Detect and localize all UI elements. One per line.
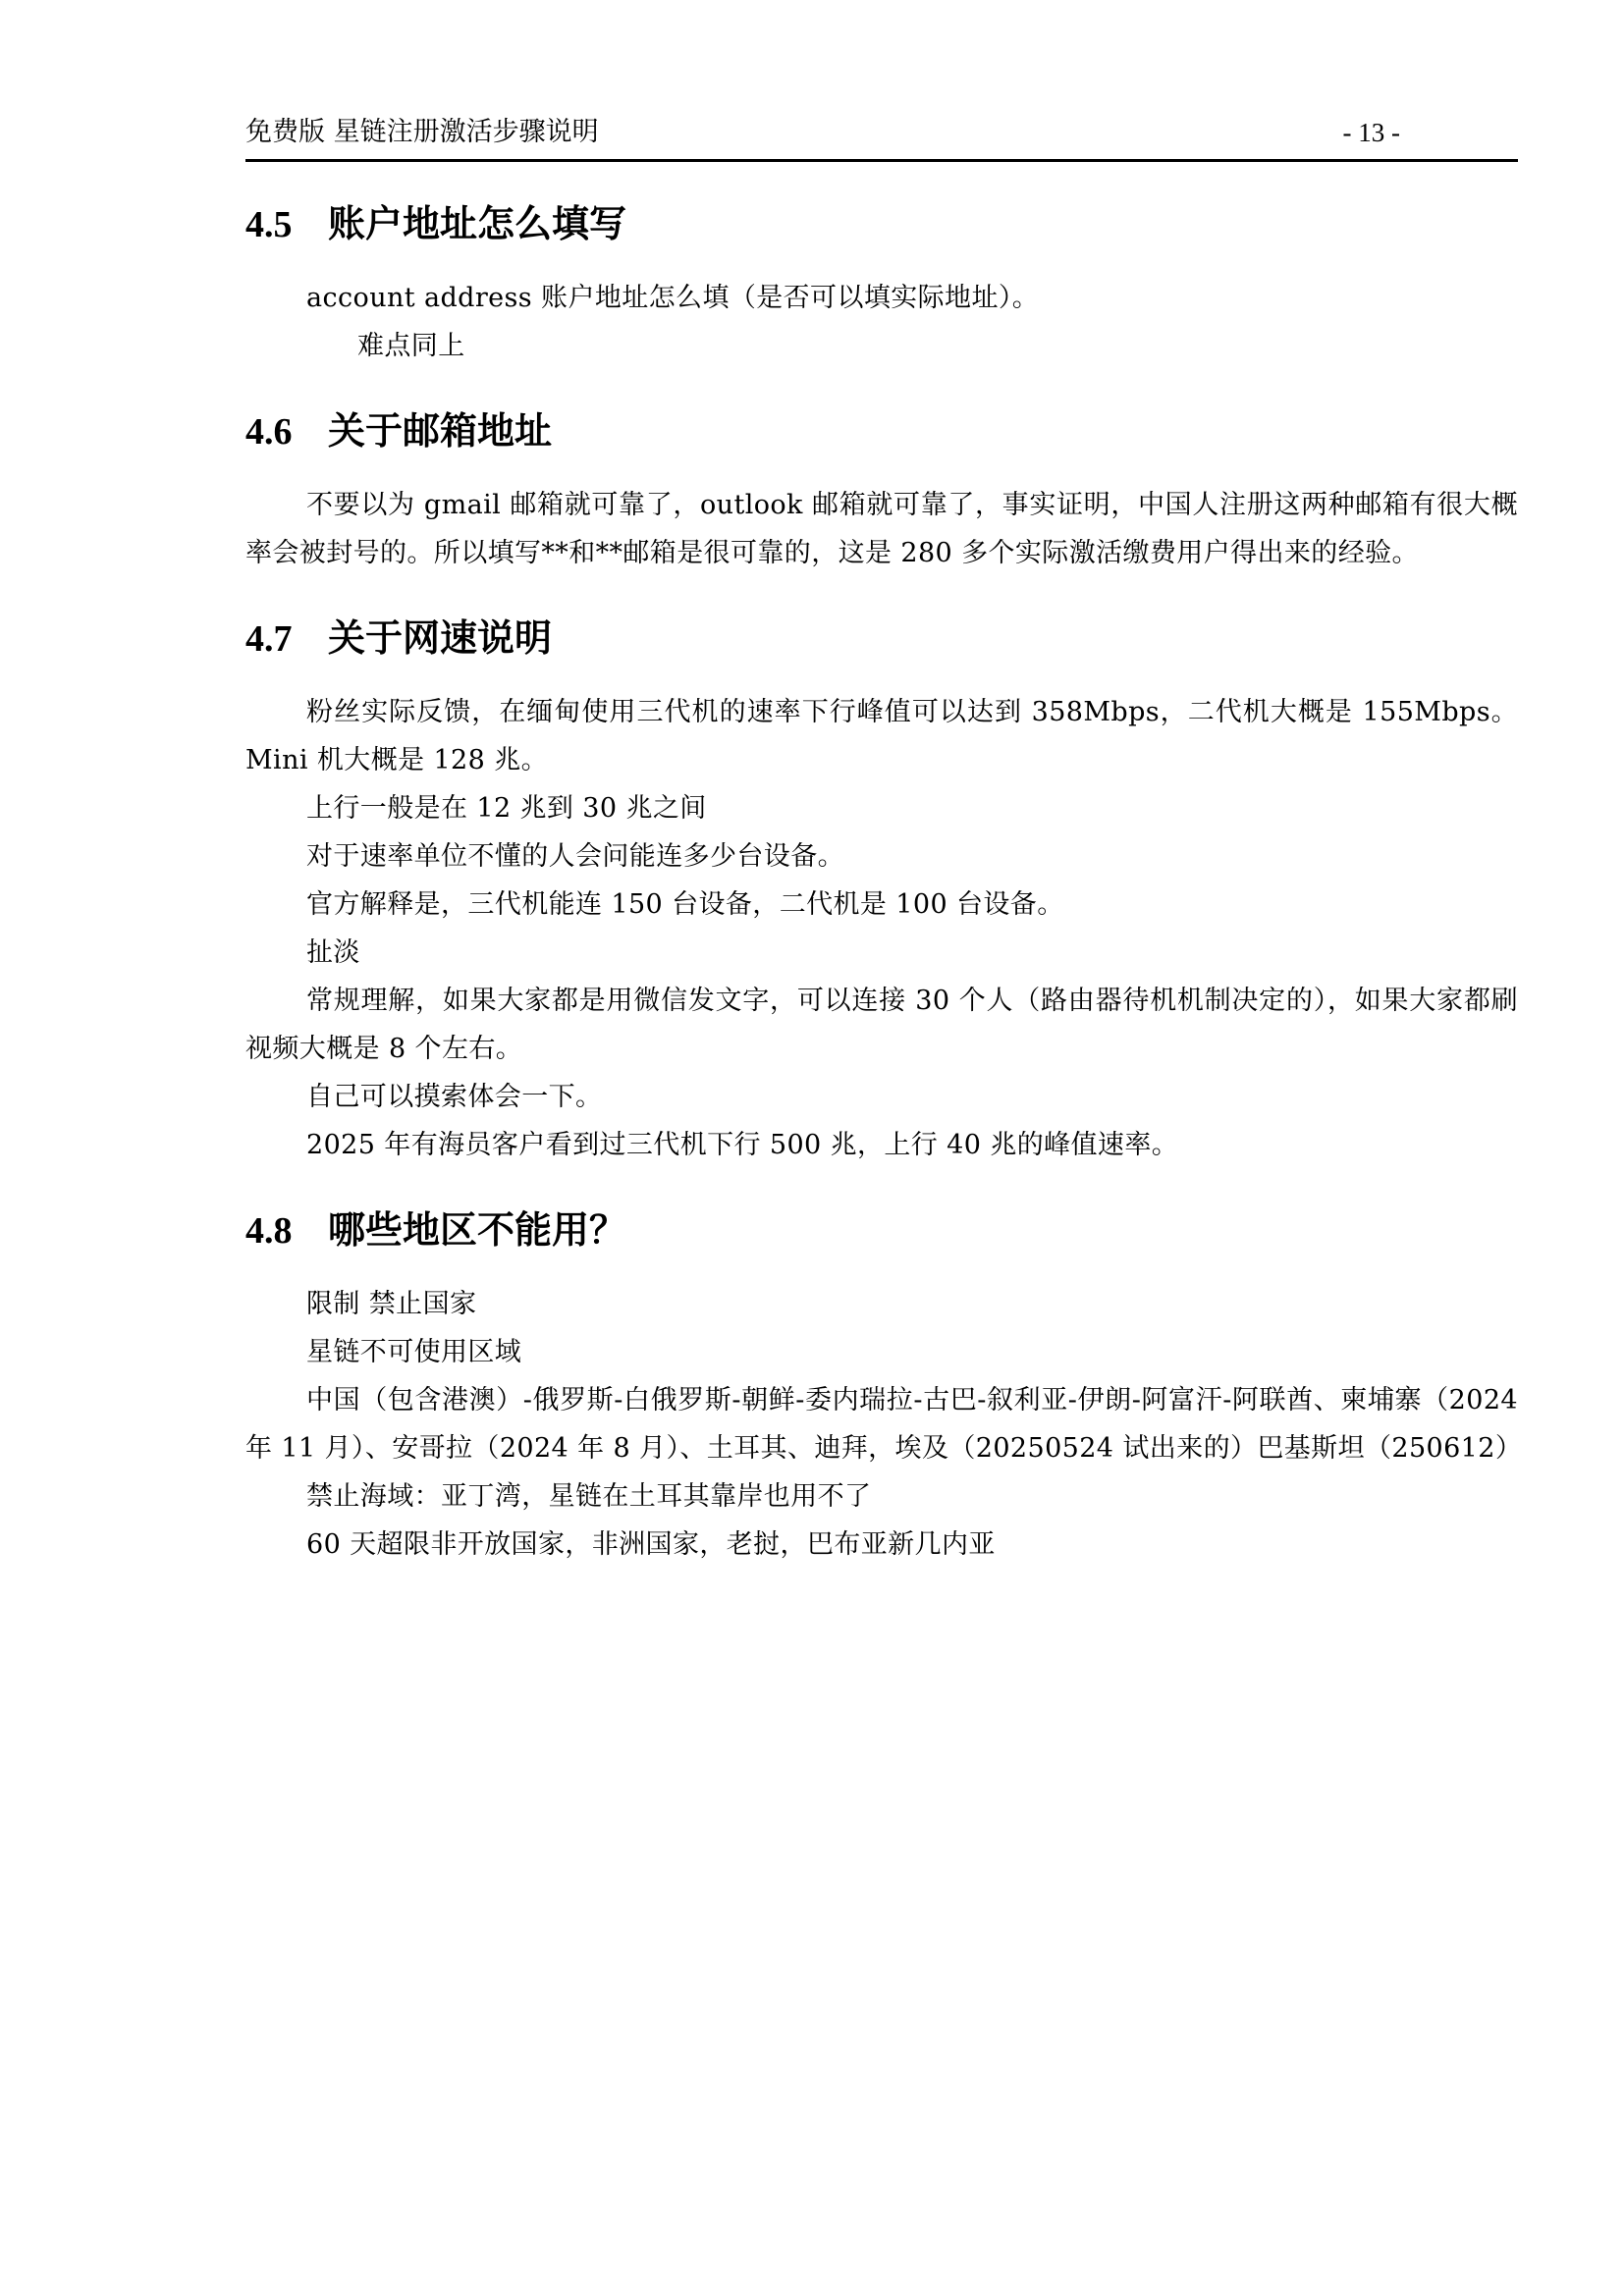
section-title: 关于邮箱地址 <box>328 409 553 453</box>
page-number: - 13 - <box>1342 118 1400 147</box>
section-4-6 <box>245 403 1518 577</box>
paragraph: 上行一般是在 12 兆到 30 兆之间 <box>306 793 707 824</box>
paragraph: 官方解释是，三代机能连 150 台设备，二代机是 100 台设备。 <box>306 889 1064 920</box>
section-number: 4.7 <box>245 618 293 660</box>
section-number: 4.6 <box>245 411 293 453</box>
section-title: 关于网速说明 <box>328 616 553 660</box>
paragraph: 不要以为 gmail 邮箱就可靠了，outlook 邮箱就可靠了，事实证明，中国人注册这两种邮箱有很大概率会被封号的。所以填写**和**邮箱是很可靠的，这是 280 多个实际激活缴费用户得出来的经验。 <box>245 490 1518 568</box>
paragraph: 60 天超限非开放国家，非洲国家，老挝，巴布亚新几内亚 <box>306 1529 996 1560</box>
paragraph: 扯淡 <box>306 937 360 968</box>
paragraph: 自己可以摸索体会一下。 <box>306 1082 603 1112</box>
section-heading <box>245 1202 1518 1258</box>
paragraph: 中国（包含港澳）-俄罗斯-白俄罗斯-朝鲜-委内瑞拉-古巴-叙利亚-伊朗-阿富汗-阿联酋、柬埔寨（2024 年 11 月）、安哥拉（2024 年 8 月）、土耳其、迪拜，埃及（20250524 试出来的）巴基斯坦（250612） <box>245 1385 1523 1464</box>
paragraph: 2025 年有海员客户看到过三代机下行 500 兆，上行 40 兆的峰值速率。 <box>306 1130 1179 1160</box>
section-heading <box>245 196 1518 252</box>
section-title: 哪些地区不能用？ <box>328 1208 627 1252</box>
header-title: 免费版 星链注册激活步骤说明 <box>245 117 599 147</box>
section-4-5 <box>245 196 1518 370</box>
page-header <box>245 114 1518 162</box>
section-title: 账户地址怎么填写 <box>328 202 627 245</box>
section-heading <box>245 403 1518 459</box>
paragraph: 粉丝实际反馈，在缅甸使用三代机的速率下行峰值可以达到 358Mbps，二代机大概是 155Mbps。Mini 机大概是 128 兆。 <box>245 697 1518 775</box>
paragraph: 星链不可使用区域 <box>306 1337 522 1367</box>
paragraph: 常规理解，如果大家都是用微信发文字，可以连接 30 个人（路由器待机机制决定的），如果大家都刷视频大概是 8 个左右。 <box>245 986 1518 1064</box>
paragraph: 对于速率单位不懂的人会问能连多少台设备。 <box>306 841 844 872</box>
section-heading <box>245 611 1518 667</box>
section-4-8 <box>245 1202 1523 1569</box>
section-4-7 <box>245 611 1518 1169</box>
paragraph: 禁止海域：亚丁湾，星链在土耳其靠岸也用不了 <box>306 1481 872 1512</box>
page-content <box>245 196 1523 1569</box>
section-number: 4.8 <box>245 1210 293 1252</box>
paragraph: 难点同上 <box>357 331 465 361</box>
section-number: 4.5 <box>245 204 293 245</box>
paragraph: account address 账户地址怎么填（是否可以填实际地址）。 <box>306 283 1040 313</box>
paragraph: 限制 禁止国家 <box>306 1289 477 1319</box>
